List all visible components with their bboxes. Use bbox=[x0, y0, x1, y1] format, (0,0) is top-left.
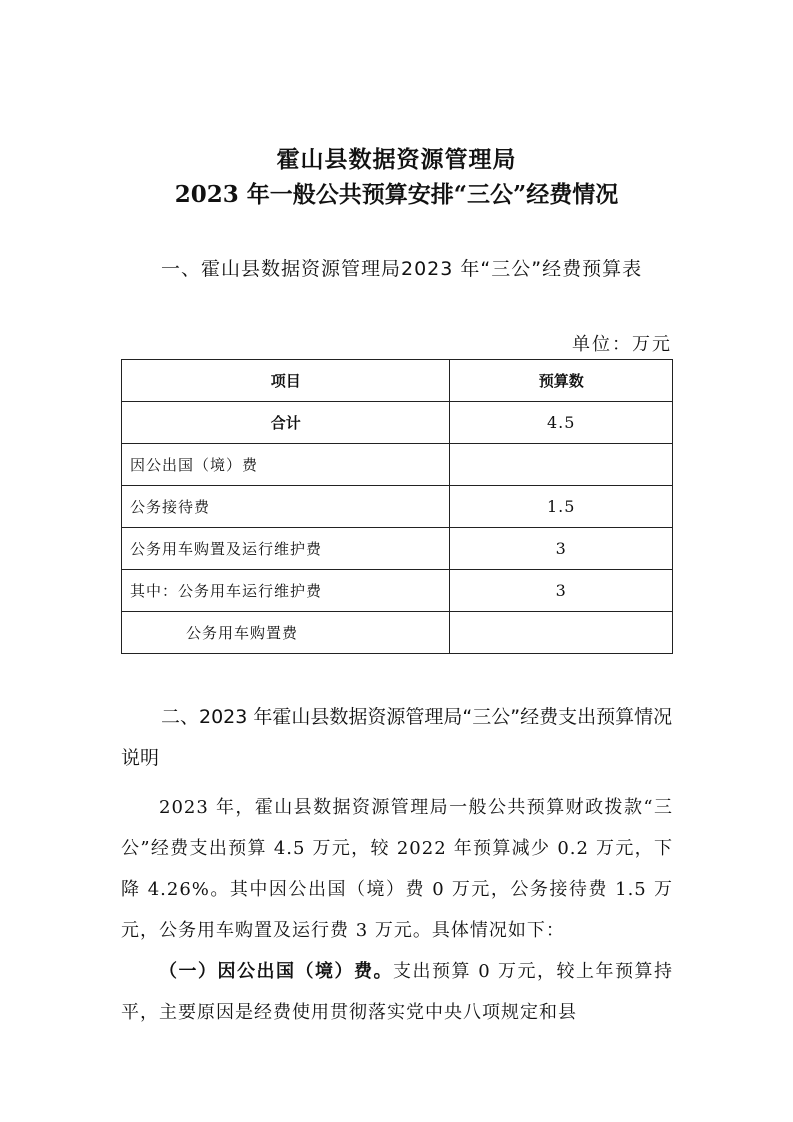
row-value: 1.5 bbox=[450, 486, 673, 528]
row-label: 其中：公务用车运行维护费 bbox=[122, 570, 450, 612]
paragraph-overseas bbox=[121, 951, 673, 1033]
paragraph-summary: 2023 年，霍山县数据资源管理局一般公共预算财政拨款“三公”经费支出预算 4.5 万元，较 2022 年预算减少 0.2 万元，下降 4.26%。其中因公出国（境）费 0 万元，公务接待费 1.5 万元，公务用车购置及运行费 3 万元。具体情况如下： bbox=[121, 797, 673, 941]
body-text bbox=[121, 787, 673, 1033]
row-value: 3 bbox=[450, 528, 673, 570]
section2-heading: 二、2023 年霍山县数据资源管理局“三公”经费支出预算情况说明 bbox=[121, 706, 673, 769]
budget-table bbox=[121, 359, 673, 654]
paragraph-overseas-heading: （一）因公出国（境）费。 bbox=[159, 961, 394, 982]
table-row bbox=[122, 486, 673, 528]
table-row bbox=[122, 528, 673, 570]
row-value: 3 bbox=[450, 570, 673, 612]
document-title-line2: 2023 年一般公共预算安排“三公”经费情况 bbox=[174, 181, 619, 208]
table-header-row bbox=[122, 360, 673, 402]
row-value: 4.5 bbox=[450, 402, 673, 444]
column-header-budget: 预算数 bbox=[450, 360, 673, 402]
section1-heading: 一、霍山县数据资源管理局2023 年“三公”经费预算表 bbox=[161, 258, 643, 280]
row-value bbox=[450, 444, 673, 486]
document-title-line1: 霍山县数据资源管理局 bbox=[276, 146, 517, 173]
paragraph-overseas-text: 支出预算 0 万元，较上年预算持平，主要原因是经费使用贯彻落实党中央八项规定和县 bbox=[121, 961, 673, 1023]
row-value bbox=[450, 612, 673, 654]
row-label: 公务用车购置费 bbox=[122, 612, 450, 654]
row-label: 合计 bbox=[122, 402, 450, 444]
table-row bbox=[122, 444, 673, 486]
column-header-item: 项目 bbox=[122, 360, 450, 402]
table-row bbox=[122, 570, 673, 612]
unit-label: 单位：万元 bbox=[572, 334, 672, 355]
row-label: 公务接待费 bbox=[122, 486, 450, 528]
row-label: 因公出国（境）费 bbox=[122, 444, 450, 486]
table-row bbox=[122, 612, 673, 654]
table-row-total bbox=[122, 402, 673, 444]
row-label: 公务用车购置及运行维护费 bbox=[122, 528, 450, 570]
